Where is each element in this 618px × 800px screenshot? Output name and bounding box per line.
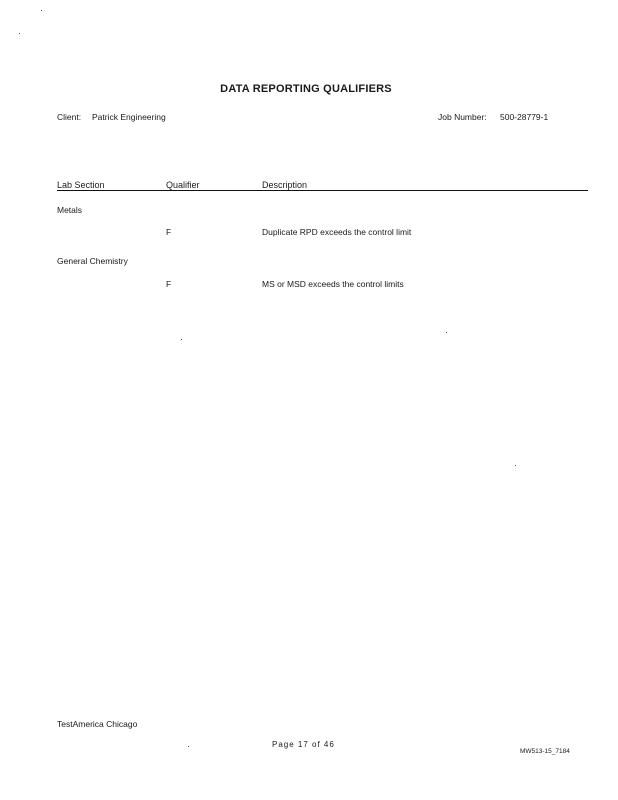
- table-row-qualifier: F: [166, 279, 172, 289]
- column-header-qualifier: Qualifier: [166, 180, 200, 190]
- client-value: Patrick Engineering: [92, 112, 166, 122]
- scan-speck: [515, 465, 516, 466]
- job-number-label: Job Number:: [438, 112, 487, 122]
- footer-document-code: MW513-15_7184: [520, 748, 570, 755]
- footer-lab-name: TestAmerica Chicago: [57, 719, 138, 729]
- header-divider: [57, 190, 588, 191]
- scan-speck: [188, 746, 189, 747]
- client-label: Client:: [57, 112, 82, 122]
- column-header-description: Description: [262, 180, 308, 190]
- scan-speck: [41, 10, 42, 11]
- table-row-description: MS or MSD exceeds the control limits: [262, 279, 404, 289]
- table-row-qualifier: F: [166, 227, 172, 237]
- job-number-value: 500-28779-1: [500, 112, 549, 122]
- section-label-general-chemistry: General Chemistry: [57, 256, 128, 266]
- column-header-lab-section: Lab Section: [57, 180, 105, 190]
- page-title: DATA REPORTING QUALIFIERS: [220, 83, 392, 95]
- scan-speck: [19, 33, 20, 34]
- table-row-description: Duplicate RPD exceeds the control limit: [262, 227, 412, 237]
- footer-page-number: Page 17 of 46: [272, 740, 335, 749]
- section-label-metals: Metals: [57, 205, 83, 215]
- scan-speck: [446, 332, 447, 333]
- scan-speck: [181, 339, 182, 340]
